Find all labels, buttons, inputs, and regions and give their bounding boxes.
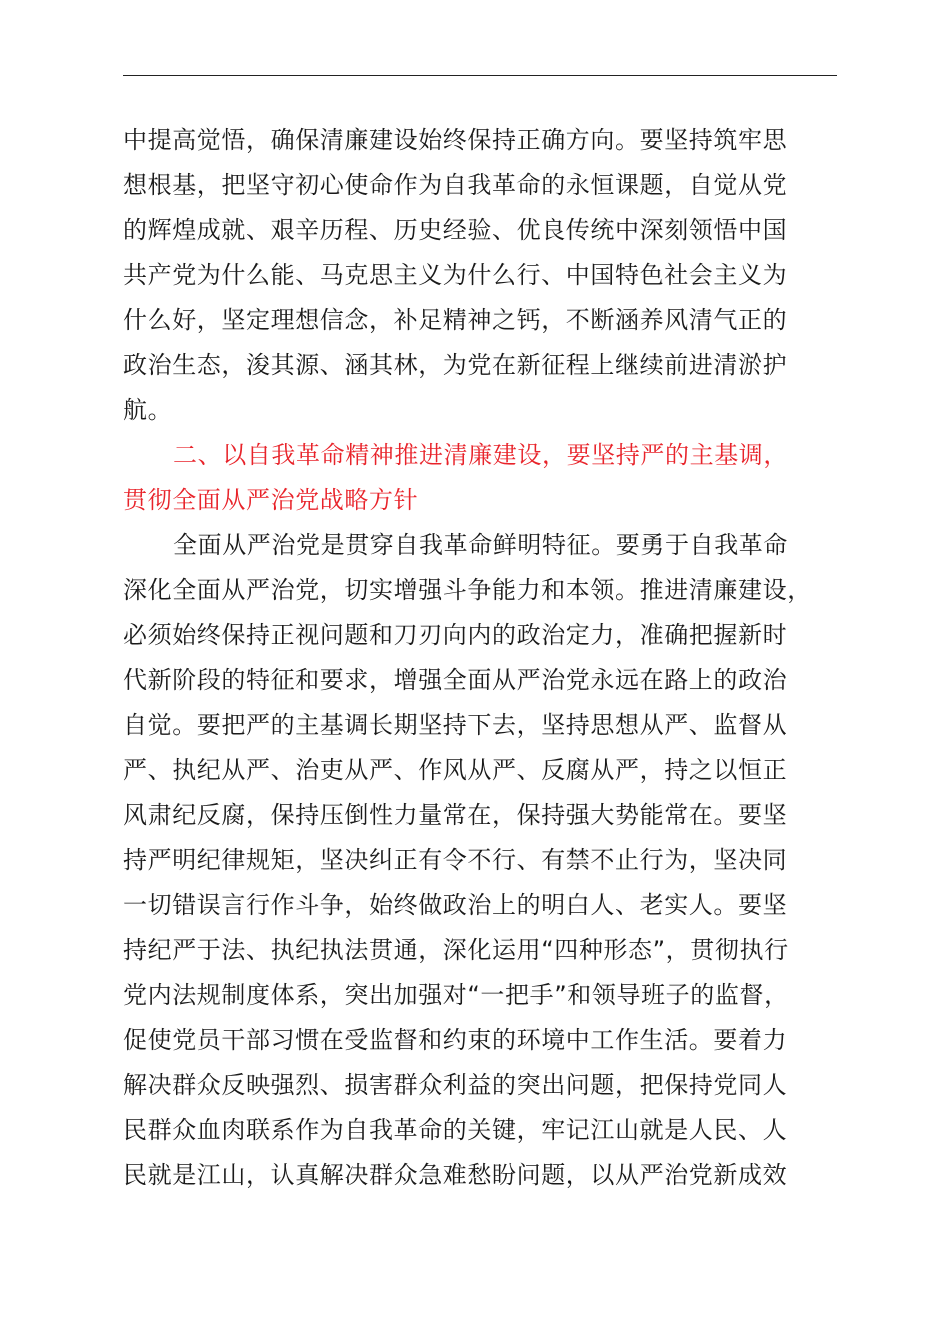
text-line: 中提高觉悟，确保清廉建设始终保持正确方向。要坚持筑牢思	[123, 126, 788, 154]
text-line: 想根基，把坚守初心使命作为自我革命的永恒课题，自觉从党	[123, 171, 788, 199]
text-line: 航。	[123, 396, 173, 424]
text-line: 全面从严治党是贯穿自我革命鲜明特征。要勇于自我革命	[173, 531, 788, 559]
document-body	[123, 118, 837, 1198]
text-line: 必须始终保持正视问题和刀刃向内的政治定力，准确把握新时	[123, 621, 788, 649]
heading-line: 二、以自我革命精神推进清廉建设，要坚持严的主基调，	[173, 441, 788, 469]
text-line: 的辉煌成就、艰辛历程、历史经验、优良传统中深刻领悟中国	[123, 216, 788, 244]
continuation-paragraph	[123, 118, 837, 433]
text-line: 代新阶段的特征和要求，增强全面从严治党永远在路上的政治	[123, 666, 788, 694]
heading-line: 贯彻全面从严治党战略方针	[123, 486, 419, 514]
text-line: 促使党员干部习惯在受监督和约束的环境中工作生活。要着力	[123, 1026, 788, 1054]
text-line: 一切错误言行作斗争，始终做政治上的明白人、老实人。要坚	[123, 891, 788, 919]
section-paragraph	[123, 523, 837, 1198]
text-line: 持纪严于法、执纪执法贯通，深化运用“四种形态”，贯彻执行	[123, 936, 789, 964]
text-line: 民群众血肉联系作为自我革命的关键，牢记江山就是人民、人	[123, 1116, 788, 1144]
text-line: 严、执纪从严、治吏从严、作风从严、反腐从严，持之以恒正	[123, 756, 788, 784]
text-line: 政治生态，浚其源、涵其林，为党在新征程上继续前进清淤护	[123, 351, 788, 379]
text-line: 共产党为什么能、马克思主义为什么行、中国特色社会主义为	[123, 261, 788, 289]
text-line: 党内法规制度体系，突出加强对“一把手”和领导班子的监督，	[123, 981, 789, 1009]
text-line: 深化全面从严治党，切实增强斗争能力和本领。推进清廉建设，	[123, 576, 812, 604]
text-line: 解决群众反映强烈、损害群众利益的突出问题，把保持党同人	[123, 1071, 788, 1099]
header-rule	[123, 75, 837, 76]
text-line: 风肃纪反腐，保持压倒性力量常在，保持强大势能常在。要坚	[123, 801, 788, 829]
text-line: 自觉。要把严的主基调长期坚持下去，坚持思想从严、监督从	[123, 711, 788, 739]
text-line: 持严明纪律规矩，坚决纠正有令不行、有禁不止行为，坚决同	[123, 846, 788, 874]
section-heading	[123, 433, 837, 523]
text-line: 什么好，坚定理想信念，补足精神之钙，不断涵养风清气正的	[123, 306, 788, 334]
text-line: 民就是江山，认真解决群众急难愁盼问题，以从严治党新成效	[123, 1161, 788, 1189]
